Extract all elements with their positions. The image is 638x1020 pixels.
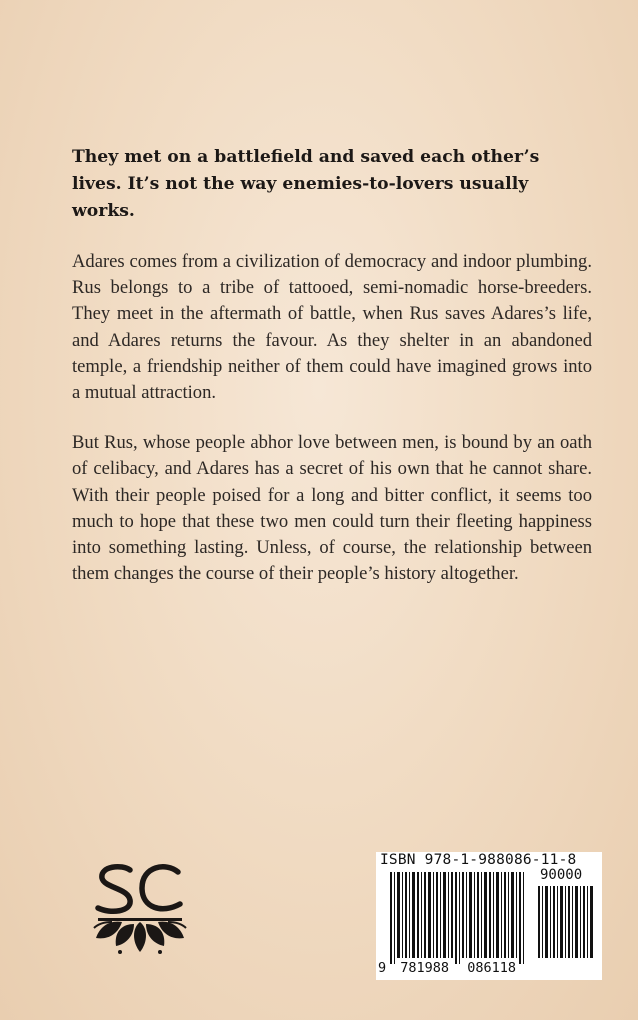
tagline: They met on a battlefield and saved each other’s lives. It’s not the way enemies-to-lovers usually works. bbox=[72, 147, 540, 221]
back-cover-blurb bbox=[72, 144, 592, 611]
barcode-digit-first: 9 bbox=[378, 960, 387, 976]
blurb-paragraph-2: But Rus, whose people abhor love between men, is bound by an oath of celibacy, and Adares has a secret of his own that he cannot share. With their people poised for a long and bitter conflict, it seems too much to hope that these two men could turn their fleeting happiness into something lasting. Unless, of course, the relationship between them changes the course of their people’s history altogether. bbox=[72, 432, 592, 585]
publisher-monogram-icon bbox=[92, 858, 188, 958]
blurb-paragraph-1: Adares comes from a civilization of democracy and indoor plumbing. Rus belongs to a tribe of tattooed, semi-nomadic horse-breeders. They meet in the aftermath of battle, when Rus saves Adares’s life, and Adares returns the favour. As they shelter in an abandoned temple, a friendship neither of them could have imagined grows into a mutual attraction. bbox=[72, 251, 592, 404]
isbn-label: ISBN 978-1-988086-11-8 bbox=[380, 852, 577, 868]
barcode-digits-right: 086118 bbox=[467, 960, 516, 976]
addon-code: 90000 bbox=[540, 867, 583, 883]
barcode-digits bbox=[378, 960, 516, 976]
barcode-digits-left: 781988 bbox=[400, 960, 450, 976]
isbn-barcode bbox=[376, 852, 602, 980]
publisher-logo bbox=[92, 858, 188, 958]
